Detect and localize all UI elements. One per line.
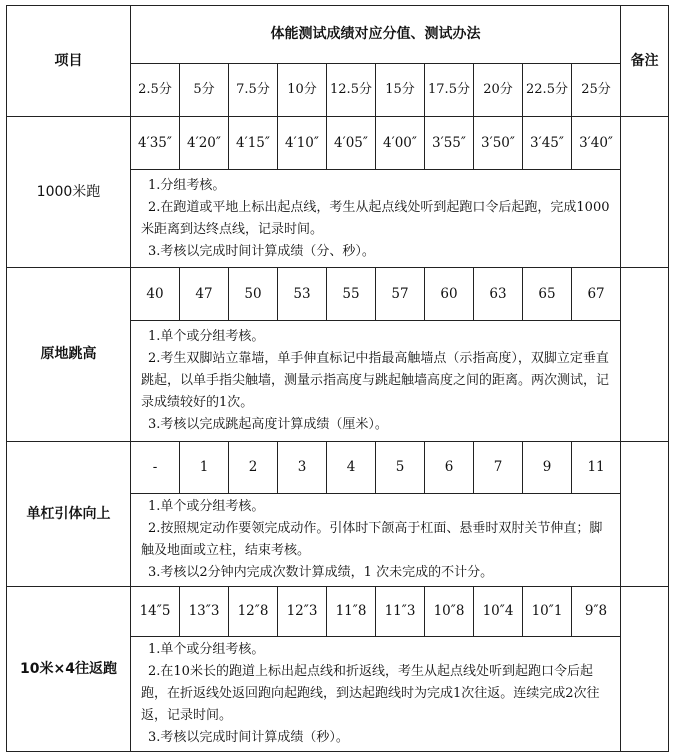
value-cell: 10″4 bbox=[474, 587, 523, 637]
value-cell: 4′00″ bbox=[376, 117, 425, 170]
value-cell: 4′35″ bbox=[131, 117, 180, 170]
value-cell: 5 bbox=[376, 442, 425, 494]
method-line: 3.考核以完成时间计算成绩（分、秒）。 bbox=[148, 243, 375, 259]
value-cell: 12″3 bbox=[278, 587, 327, 637]
value-cell: 63 bbox=[474, 268, 523, 321]
item-name-standing-jump: 原地跳高 bbox=[7, 268, 131, 442]
value-cell: 1 bbox=[180, 442, 229, 494]
score-cell: 7.5分 bbox=[229, 64, 278, 117]
value-cell: 4′05″ bbox=[327, 117, 376, 170]
method-line: 3.考核以完成时间计算成绩（秒）。 bbox=[148, 730, 349, 745]
item-name-pull-up: 单杠引体向上 bbox=[7, 442, 131, 587]
fitness-test-table bbox=[6, 5, 669, 752]
value-cell: 3 bbox=[278, 442, 327, 494]
remarks-cell bbox=[621, 268, 669, 442]
value-cell: 2 bbox=[229, 442, 278, 494]
value-cell: 67 bbox=[572, 268, 621, 321]
remarks-cell bbox=[621, 587, 669, 752]
method-line: 1.分组考核。 bbox=[148, 177, 226, 193]
score-cell: 25分 bbox=[572, 64, 621, 117]
method-line: 1.单个或分组考核。 bbox=[148, 499, 265, 514]
value-cell: 57 bbox=[376, 268, 425, 321]
remarks-cell bbox=[621, 117, 669, 268]
value-cell: - bbox=[131, 442, 180, 494]
value-cell: 3′45″ bbox=[523, 117, 572, 170]
value-cell: 6 bbox=[425, 442, 474, 494]
value-cell: 53 bbox=[278, 268, 327, 321]
score-cell: 5分 bbox=[180, 64, 229, 117]
value-cell: 10″1 bbox=[523, 587, 572, 637]
remarks-cell bbox=[621, 442, 669, 587]
value-cell: 7 bbox=[474, 442, 523, 494]
value-cell: 3′50″ bbox=[474, 117, 523, 170]
score-cell: 2.5分 bbox=[131, 64, 180, 117]
score-cell: 17.5分 bbox=[425, 64, 474, 117]
method-pull-up bbox=[131, 494, 621, 587]
value-cell: 13″3 bbox=[180, 587, 229, 637]
value-cell: 65 bbox=[523, 268, 572, 321]
method-line: 3.考核以完成跳起高度计算成绩（厘米）。 bbox=[148, 417, 388, 432]
method-line: 1.单个或分组考核。 bbox=[148, 642, 265, 657]
item-name-shuttle-run: 10米×4往返跑 bbox=[7, 587, 131, 752]
score-cell: 15分 bbox=[376, 64, 425, 117]
method-line: 2.在跑道或平地上标出起点线，考生从起点线处听到起跑口令后起跑，完成1000米距离到达终点线，记录时间。 bbox=[141, 199, 610, 237]
method-line: 3.考核以2分钟内完成次数计算成绩，1 次未完成的不计分。 bbox=[148, 565, 494, 580]
value-cell: 10″8 bbox=[425, 587, 474, 637]
score-cell: 22.5分 bbox=[523, 64, 572, 117]
value-cell: 60 bbox=[425, 268, 474, 321]
score-cell: 12.5分 bbox=[327, 64, 376, 117]
method-standing-jump bbox=[131, 321, 621, 442]
value-cell: 11 bbox=[572, 442, 621, 494]
value-cell: 11″8 bbox=[327, 587, 376, 637]
value-cell: 3′40″ bbox=[572, 117, 621, 170]
value-cell: 12″8 bbox=[229, 587, 278, 637]
value-cell: 9″8 bbox=[572, 587, 621, 637]
score-cell: 20分 bbox=[474, 64, 523, 117]
value-cell: 55 bbox=[327, 268, 376, 321]
method-1000m bbox=[131, 170, 621, 268]
value-cell: 40 bbox=[131, 268, 180, 321]
value-cell: 9 bbox=[523, 442, 572, 494]
method-line: 1.单个或分组考核。 bbox=[148, 329, 265, 344]
value-cell: 3′55″ bbox=[425, 117, 474, 170]
header-item: 项目 bbox=[7, 6, 131, 117]
method-line: 2.按照规定动作要领完成动作。引体时下颌高于杠面、悬垂时双肘关节伸直；脚触及地面或立柱，结束考核。 bbox=[141, 521, 603, 558]
method-line: 2.在10米长的跑道上标出起点线和折返线，考生从起点线处听到起跑口令后起跑，在折返线处返回跑向起跑线，到达起跑线时为完成1次往返。连续完成2次往返，记录时间。 bbox=[141, 664, 600, 723]
header-title: 体能测试成绩对应分值、测试办法 bbox=[131, 6, 621, 64]
item-name-1000m: 1000米跑 bbox=[7, 117, 131, 268]
value-cell: 47 bbox=[180, 268, 229, 321]
value-cell: 4′10″ bbox=[278, 117, 327, 170]
score-cell: 10分 bbox=[278, 64, 327, 117]
header-remarks: 备注 bbox=[621, 6, 669, 117]
value-cell: 11″3 bbox=[376, 587, 425, 637]
method-shuttle-run bbox=[131, 637, 621, 752]
value-cell: 4 bbox=[327, 442, 376, 494]
value-cell: 14″5 bbox=[131, 587, 180, 637]
value-cell: 4′15″ bbox=[229, 117, 278, 170]
method-line: 2.考生双脚站立靠墙，单手伸直标记中指最高触墙点（示指高度），双脚立定垂直跳起，以单手指尖触墙，测量示指高度与跳起触墙高度之间的距离。两次测试，记录成绩较好的1次。 bbox=[141, 351, 610, 410]
value-cell: 4′20″ bbox=[180, 117, 229, 170]
value-cell: 50 bbox=[229, 268, 278, 321]
